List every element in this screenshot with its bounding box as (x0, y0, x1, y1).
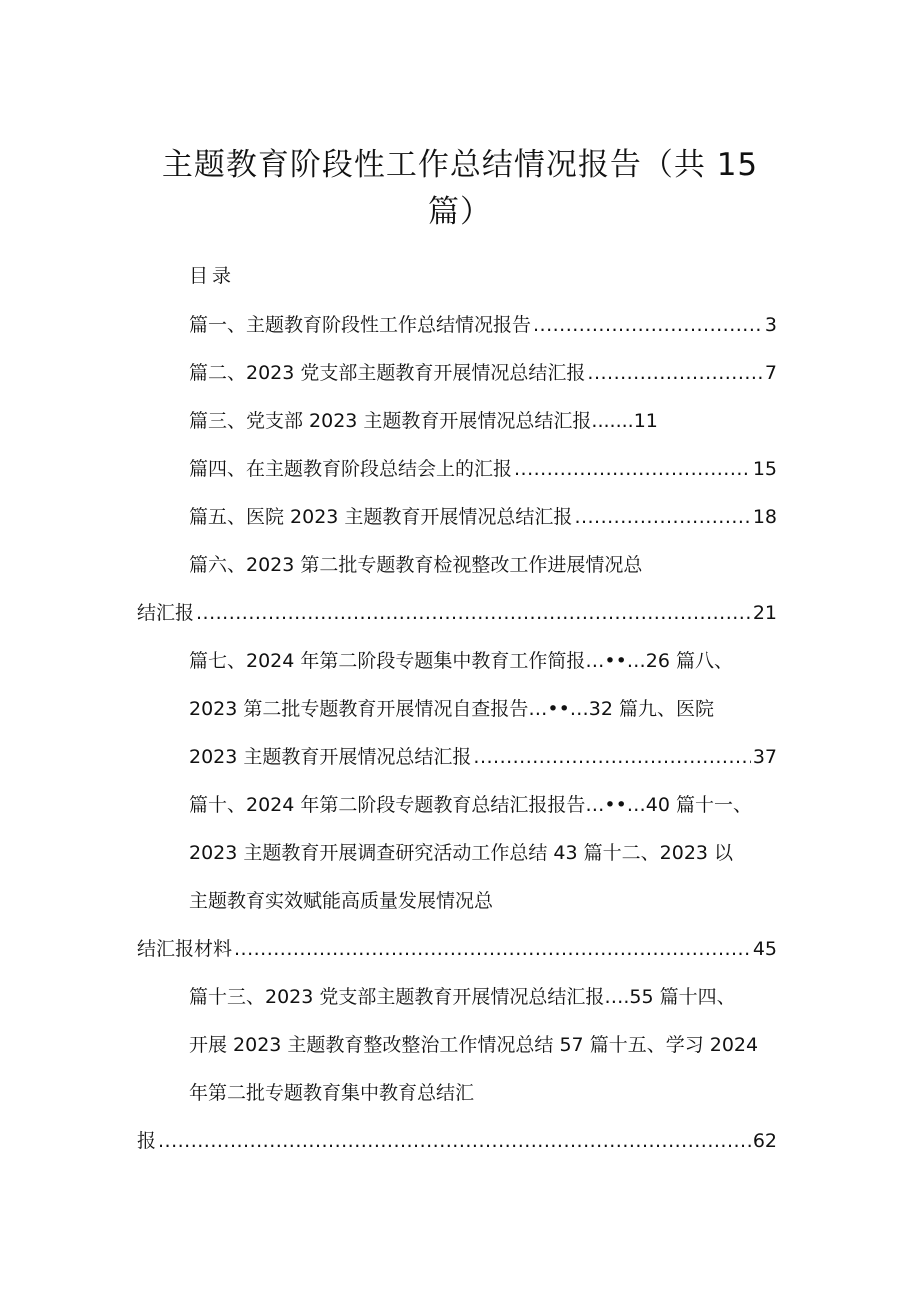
toc-page-number: 3 (764, 314, 777, 336)
toc-leader-dots (473, 743, 750, 771)
toc-entry[interactable] (189, 407, 658, 435)
toc-entry[interactable] (189, 359, 777, 387)
toc-leader-dots (587, 359, 763, 387)
toc-leader-dots (574, 503, 750, 531)
toc-entry[interactable] (189, 551, 642, 579)
toc-leader-dots (234, 935, 751, 963)
toc-entry-title: 篇六、2023 第二批专题教育检视整改工作进展情况总 (189, 554, 643, 576)
toc-entry-title: 篇五、医院 2023 主题教育开展情况总结汇报 (189, 506, 573, 528)
toc-entry-title: 篇四、在主题教育阶段总结会上的汇报 (189, 458, 513, 480)
toc-entry-title: 开展 2023 主题教育整改整治工作情况总结 57 篇十五、学习 2024 (189, 1034, 759, 1056)
toc-leader-dots (158, 1127, 751, 1155)
document-title: 主题教育阶段性工作总结情况报告（共 15 (161, 147, 759, 183)
toc-entry-title: 篇三、党支部 2023 主题教育开展情况总结汇报.......11 (189, 410, 658, 432)
toc-entry-title: 2023 主题教育开展情况总结汇报 (189, 746, 472, 768)
toc-page-number: 62 (752, 1130, 777, 1152)
toc-entry-continued[interactable] (137, 1127, 777, 1155)
toc-entry[interactable] (189, 1031, 758, 1059)
toc-entry-continued[interactable] (137, 935, 777, 963)
toc-entry-title: 结汇报 (137, 602, 195, 624)
toc-page-number: 37 (752, 746, 777, 768)
toc-leader-dots (196, 599, 751, 627)
toc-entry-title: 篇十、2024 年第二阶段专题教育总结汇报报告…••…40 篇十一、 (189, 794, 753, 816)
toc-entry-title: 2023 主题教育开展调查研究活动工作总结 43 篇十二、2023 以 (189, 842, 734, 864)
toc-page-number: 7 (764, 362, 777, 384)
toc-entry-title: 结汇报材料 (137, 938, 233, 960)
toc-entry[interactable] (189, 887, 493, 915)
toc-entry[interactable] (189, 791, 752, 819)
toc-heading: 目录 (189, 265, 236, 287)
toc-entry-title: 年第二批专题教育集中教育总结汇 (189, 1082, 475, 1104)
toc-entry[interactable] (189, 839, 733, 867)
toc-entry-title: 篇七、2024 年第二阶段专题集中教育工作简报…••…26 篇八、 (189, 650, 734, 672)
toc-entry[interactable] (189, 503, 777, 531)
toc-page-number: 21 (752, 602, 777, 624)
toc-page-number: 45 (752, 938, 777, 960)
toc-entry-title: 篇十三、2023 党支部主题教育开展情况总结汇报….55 篇十四、 (189, 986, 736, 1008)
toc-entry[interactable] (189, 647, 733, 675)
toc-entry-title: 篇二、2023 党支部主题教育开展情况总结汇报 (189, 362, 586, 384)
toc-page-number: 15 (752, 458, 777, 480)
toc-entry[interactable] (189, 311, 777, 339)
toc-entry[interactable] (189, 1079, 474, 1107)
toc-entry[interactable] (189, 983, 736, 1011)
toc-entry[interactable] (189, 743, 777, 771)
toc-entry[interactable] (189, 455, 777, 483)
document-title-continued: 篇） (428, 194, 492, 230)
toc-page-number: 18 (752, 506, 777, 528)
toc-entry-continued[interactable] (137, 599, 777, 627)
toc-leader-dots (514, 455, 751, 483)
toc-entry-title: 主题教育实效赋能高质量发展情况总 (189, 890, 494, 912)
toc-leader-dots (533, 311, 763, 339)
toc-entry-title: 篇一、主题教育阶段性工作总结情况报告 (189, 314, 532, 336)
toc-entry-title: 2023 第二批专题教育开展情况自查报告…••…32 篇九、医院 (189, 698, 715, 720)
toc-entry-title: 报 (137, 1130, 157, 1152)
toc-entry[interactable] (189, 695, 714, 723)
